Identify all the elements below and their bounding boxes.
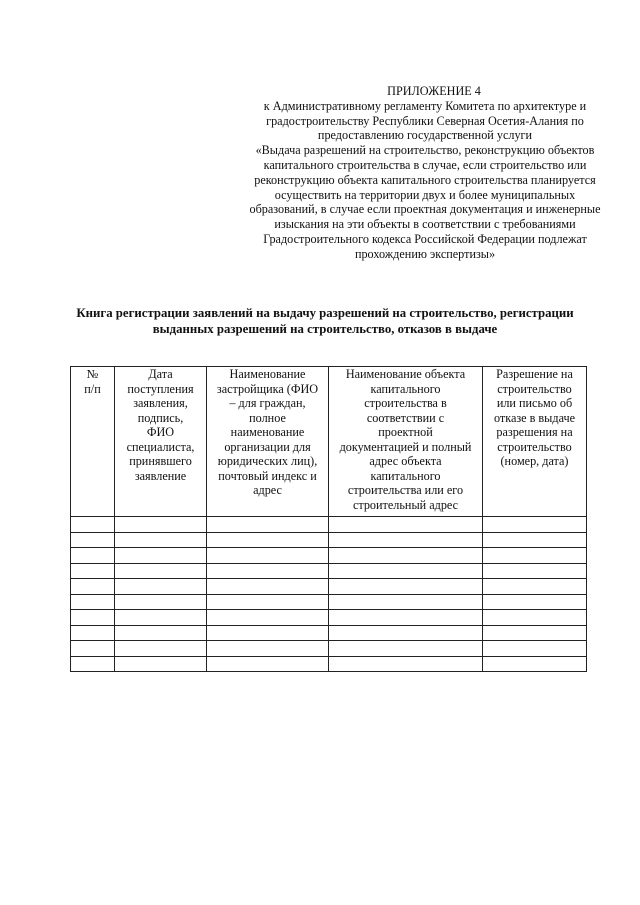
col-header-line: строительства в [364, 396, 447, 410]
col-header-object [329, 367, 483, 517]
table-cell [71, 532, 115, 548]
table-row [71, 548, 587, 564]
col-header-line: наименование [230, 425, 305, 439]
table-cell [483, 610, 587, 626]
col-header-line: отказе в выдаче [493, 410, 576, 425]
table-row [71, 532, 587, 548]
table-row [71, 563, 587, 579]
table-cell [115, 579, 207, 595]
appendix-line: градостроительству Республики Северная Осетия-Алания по [266, 113, 584, 128]
table-cell [483, 594, 587, 610]
col-header-line: застройщика (ФИО [216, 381, 319, 396]
col-header-line: Наименование объекта [345, 367, 466, 381]
table-cell [115, 656, 207, 672]
col-header-line: строительный адрес [352, 497, 459, 512]
col-header-line: заявления, [133, 396, 188, 410]
heading-line: выданных разрешений на строительство, отказов в выдаче [152, 322, 498, 336]
col-header-line: строительство [497, 381, 572, 396]
table-cell [115, 641, 207, 657]
table-row [71, 656, 587, 672]
table-cell [71, 517, 115, 533]
table-cell [207, 563, 329, 579]
table-cell [329, 532, 483, 548]
table-cell [71, 594, 115, 610]
col-header-line: заявление [134, 468, 187, 483]
table-cell [115, 594, 207, 610]
col-header-line: подпись, [137, 410, 184, 425]
register-table [70, 366, 587, 672]
table-cell [483, 563, 587, 579]
table-cell [207, 610, 329, 626]
table-cell [483, 579, 587, 595]
col-header-number [71, 367, 115, 517]
col-header-line: п/п [84, 381, 101, 396]
table-row [71, 517, 587, 533]
table-cell [207, 625, 329, 641]
col-header-line: проектной [378, 425, 433, 439]
appendix-line: осуществить на территории двух и более муниципальных [274, 187, 576, 202]
col-header-line: строительства или его [347, 483, 464, 497]
table-cell [207, 532, 329, 548]
table-cell [71, 656, 115, 672]
table-cell [483, 625, 587, 641]
table-body [71, 517, 587, 672]
appendix-line: предоставлению государственной услуги [317, 128, 533, 143]
table-cell [207, 594, 329, 610]
col-header-line: капитального [370, 468, 441, 483]
table-cell [483, 656, 587, 672]
appendix-line: Градостроительного кодекса Российской Федерации подлежат [263, 231, 587, 246]
table-cell [483, 548, 587, 564]
table-cell [329, 594, 483, 610]
col-header-line: поступления [127, 381, 194, 396]
table-cell [329, 641, 483, 657]
col-header-line: Дата [148, 367, 173, 381]
appendix-line: образований, в случае если проектная документация и инженерные [249, 202, 601, 217]
table-cell [329, 563, 483, 579]
col-header-line: № [86, 367, 99, 381]
appendix-line: капитального строительства в случае, если строительство или [263, 157, 587, 172]
table-cell [115, 532, 207, 548]
table-cell [483, 641, 587, 657]
table-row [71, 594, 587, 610]
appendix-line: прохождению экспертизы» [354, 246, 496, 261]
col-header-line: почтовый индекс и [218, 468, 317, 483]
col-header-line: адрес объекта [369, 454, 442, 468]
col-header-line: строительство [497, 439, 572, 454]
table-cell [115, 517, 207, 533]
table-row [71, 625, 587, 641]
table-cell [115, 548, 207, 564]
col-header-permit [483, 367, 587, 517]
col-header-line: (номер, дата) [500, 454, 569, 468]
table-cell [207, 656, 329, 672]
col-header-line: Разрешение на [496, 367, 573, 381]
col-header-line: Наименование [229, 367, 306, 381]
col-header-line: юридических лиц), [217, 454, 318, 468]
table-cell [71, 625, 115, 641]
col-header-line: ФИО [146, 425, 175, 439]
table-cell [71, 548, 115, 564]
table-cell [71, 579, 115, 595]
col-header-line: полное [249, 410, 286, 425]
table-cell [329, 610, 483, 626]
heading-line: Книга регистрации заявлений на выдачу разрешений на строительство, регистрации [76, 306, 574, 320]
col-header-line: организации для [224, 439, 311, 454]
appendix-title: ПРИЛОЖЕНИЕ 4 [387, 84, 481, 98]
table-cell [483, 532, 587, 548]
col-header-line: специалиста, [126, 439, 195, 454]
table-row [71, 641, 587, 657]
col-header-line: адрес [253, 483, 282, 497]
table-cell [329, 656, 483, 672]
col-header-date [115, 367, 207, 517]
appendix-line: изыскания на эти объекты в соответствии с требованиями [274, 217, 576, 232]
table-cell [115, 563, 207, 579]
table-cell [483, 517, 587, 533]
col-header-line: – для граждан, [229, 396, 306, 410]
table-cell [207, 548, 329, 564]
appendix-line: к Административному регламенту Комитета по архитектуре и [263, 98, 587, 113]
appendix-line: реконструкцию объекта капитального строительства планируется [254, 172, 596, 187]
table-cell [115, 610, 207, 626]
table-cell [329, 517, 483, 533]
table-cell [207, 579, 329, 595]
table-cell [71, 563, 115, 579]
col-header-line: соответствии с [366, 410, 445, 425]
table-cell [71, 641, 115, 657]
table-cell [71, 610, 115, 626]
table-cell [329, 579, 483, 595]
col-header-line: принявшего [129, 454, 192, 468]
table-row [71, 610, 587, 626]
table-header-row [71, 367, 587, 517]
appendix-line: «Выдача разрешений на строительство, реконструкцию объектов [255, 143, 595, 158]
table-cell [329, 548, 483, 564]
appendix-block [215, 84, 635, 262]
register-heading [60, 305, 590, 337]
table-cell [115, 625, 207, 641]
table-row [71, 579, 587, 595]
table-cell [329, 625, 483, 641]
table-cell [207, 641, 329, 657]
col-header-line: или письмо об [496, 396, 573, 410]
col-header-developer [207, 367, 329, 517]
table-cell [207, 517, 329, 533]
col-header-line: капитального [370, 381, 441, 396]
col-header-line: разрешения на [496, 425, 573, 439]
col-header-line: документацией и полный [339, 439, 472, 454]
